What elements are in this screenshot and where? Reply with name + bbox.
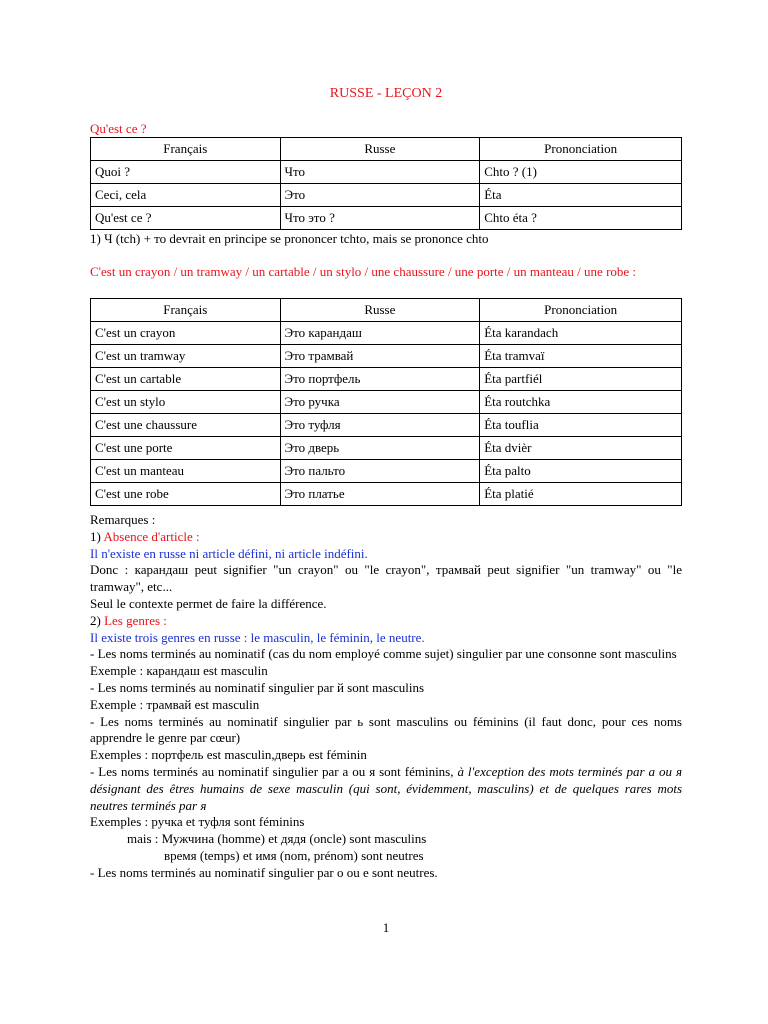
table-row — [91, 437, 682, 460]
section1-footnote: 1) Ч (tch) + то devrait en principe se prononcer tchto, mais se prononce chto — [90, 231, 489, 246]
table-cell: Это дверь — [280, 437, 480, 460]
rule-neuter: - Les noms terminés au nominatif singulier par о ou е sont neutres. — [90, 864, 438, 880]
table-row — [91, 322, 682, 345]
table-cell: Что это ? — [280, 207, 480, 230]
table-cell: Chto ? (1) — [480, 161, 682, 184]
rule-soft-sign: - Les noms terminés au nominatif singulier par ь sont masculins ou féminins (il faut donc, pour ces noms apprendre le genre par cœur) — [90, 713, 682, 746]
table-cell: Это платье — [280, 483, 480, 506]
page-title: RUSSE - LEÇON 2 — [329, 86, 443, 101]
table-cell: Это карандаш — [280, 322, 480, 345]
table-cell: C'est une chaussure — [91, 414, 281, 437]
table-cell: Éta touflia — [480, 414, 682, 437]
remark-1-context: Seul le contexte permet de faire la différence. — [90, 595, 327, 611]
example-soft-sign: Exemples : портфель est masculin,дверь est féminin — [90, 747, 367, 763]
table-cell: C'est un crayon — [91, 322, 281, 345]
example-a-ya: Exemples : ручка et туфля sont féminins — [90, 814, 305, 830]
table-cell: Éta dvièr — [480, 437, 682, 460]
table-cell: C'est un tramway — [91, 345, 281, 368]
example-neuter-exception: время (temps) et имя (nom, prénom) sont neutres — [164, 847, 424, 863]
table-cell: Что — [280, 161, 480, 184]
table-row — [91, 207, 682, 230]
table-header-row — [91, 299, 682, 322]
section1-heading: Qu'est ce ? — [90, 121, 147, 136]
remark-2-title: Les genres : — [104, 612, 167, 628]
remark-1-title: Absence d'article : — [103, 528, 200, 544]
rule-a-ya — [90, 764, 682, 814]
table-header: Français — [91, 299, 281, 322]
table-header: Français — [91, 138, 281, 161]
remarks-label: Remarques : — [90, 512, 156, 527]
table-row — [91, 345, 682, 368]
section2-table — [90, 298, 682, 506]
table-cell: Это трамвай — [280, 345, 480, 368]
table-header-row — [91, 138, 682, 161]
table-cell: Quoi ? — [91, 161, 281, 184]
rule-consonant: - Les noms terminés au nominatif (cas du nom employé comme sujet) singulier par une consonne sont masculins — [90, 646, 677, 662]
table-cell: Chto éta ? — [480, 207, 682, 230]
table-cell: C'est une robe — [91, 483, 281, 506]
remarks-section — [90, 512, 682, 882]
table-cell: Это туфля — [280, 414, 480, 437]
remark-1-number: 1) — [90, 528, 101, 544]
table-cell: Qu'est ce ? — [91, 207, 281, 230]
table-cell: Это — [280, 184, 480, 207]
remark-1-heading — [90, 529, 682, 546]
table-cell: C'est un manteau — [91, 460, 281, 483]
remark-2-heading — [90, 613, 682, 630]
table-row — [91, 391, 682, 414]
rule-a-ya-exception: à l'exception des mots terminés par а ou я désignant des êtres humains de sexe masculin (qui sont, évidemment, masculins) et de quelques rares mots neutres terminés par я — [90, 763, 682, 813]
rule-short-i: - Les noms terminés au nominatif singulier par й sont masculins — [90, 679, 425, 695]
section2-heading: C'est un crayon / un tramway / un cartable / un stylo / une chaussure / une porte / un manteau / une robe : — [90, 264, 637, 279]
table-cell: Éta tramvaï — [480, 345, 682, 368]
table-cell: Éta palto — [480, 460, 682, 483]
remark-1-statement: Il n'existe en russe ni article défini, ni article indéfini. — [90, 545, 368, 561]
table-cell: C'est un stylo — [91, 391, 281, 414]
page-number: 1 — [382, 920, 390, 935]
table-row — [91, 460, 682, 483]
table-header: Russe — [280, 138, 480, 161]
table-row — [91, 184, 682, 207]
table-cell: Это пальто — [280, 460, 480, 483]
table-cell: Ceci, cela — [91, 184, 281, 207]
table-cell: Éta platié — [480, 483, 682, 506]
table-cell: Éta karandach — [480, 322, 682, 345]
table-header: Prononciation — [480, 138, 682, 161]
table-cell: Éta partfiél — [480, 368, 682, 391]
remark-1-example: Donc : карандаш peut signifier "un crayon" ou "le crayon", трамвай peut signifier "un tramway" ou "le tramway", etc... — [90, 562, 682, 595]
example-masculine-exception: mais : Мужчина (homme) et дядя (oncle) sont masculins — [127, 831, 427, 847]
table-cell: Это ручка — [280, 391, 480, 414]
table-header: Prononciation — [480, 299, 682, 322]
table-cell: Éta routchka — [480, 391, 682, 414]
remark-2-statement: Il existe trois genres en russe : le masculin, le féminin, le neutre. — [90, 629, 425, 645]
table-row — [91, 414, 682, 437]
table-cell: C'est un cartable — [91, 368, 281, 391]
example-consonant: Exemple : карандаш est masculin — [90, 663, 268, 679]
example-short-i: Exemple : трамвай est masculin — [90, 696, 260, 712]
remark-2-number: 2) — [90, 612, 101, 628]
table-row — [91, 161, 682, 184]
table-cell: C'est une porte — [91, 437, 281, 460]
table-cell: Это портфель — [280, 368, 480, 391]
table-header: Russe — [280, 299, 480, 322]
table-cell: Éta — [480, 184, 682, 207]
rule-a-ya-main: - Les noms terminés au nominatif singulier par а ou я sont féminins, — [90, 763, 454, 779]
section1-table — [90, 137, 682, 230]
table-row — [91, 368, 682, 391]
table-row — [91, 483, 682, 506]
